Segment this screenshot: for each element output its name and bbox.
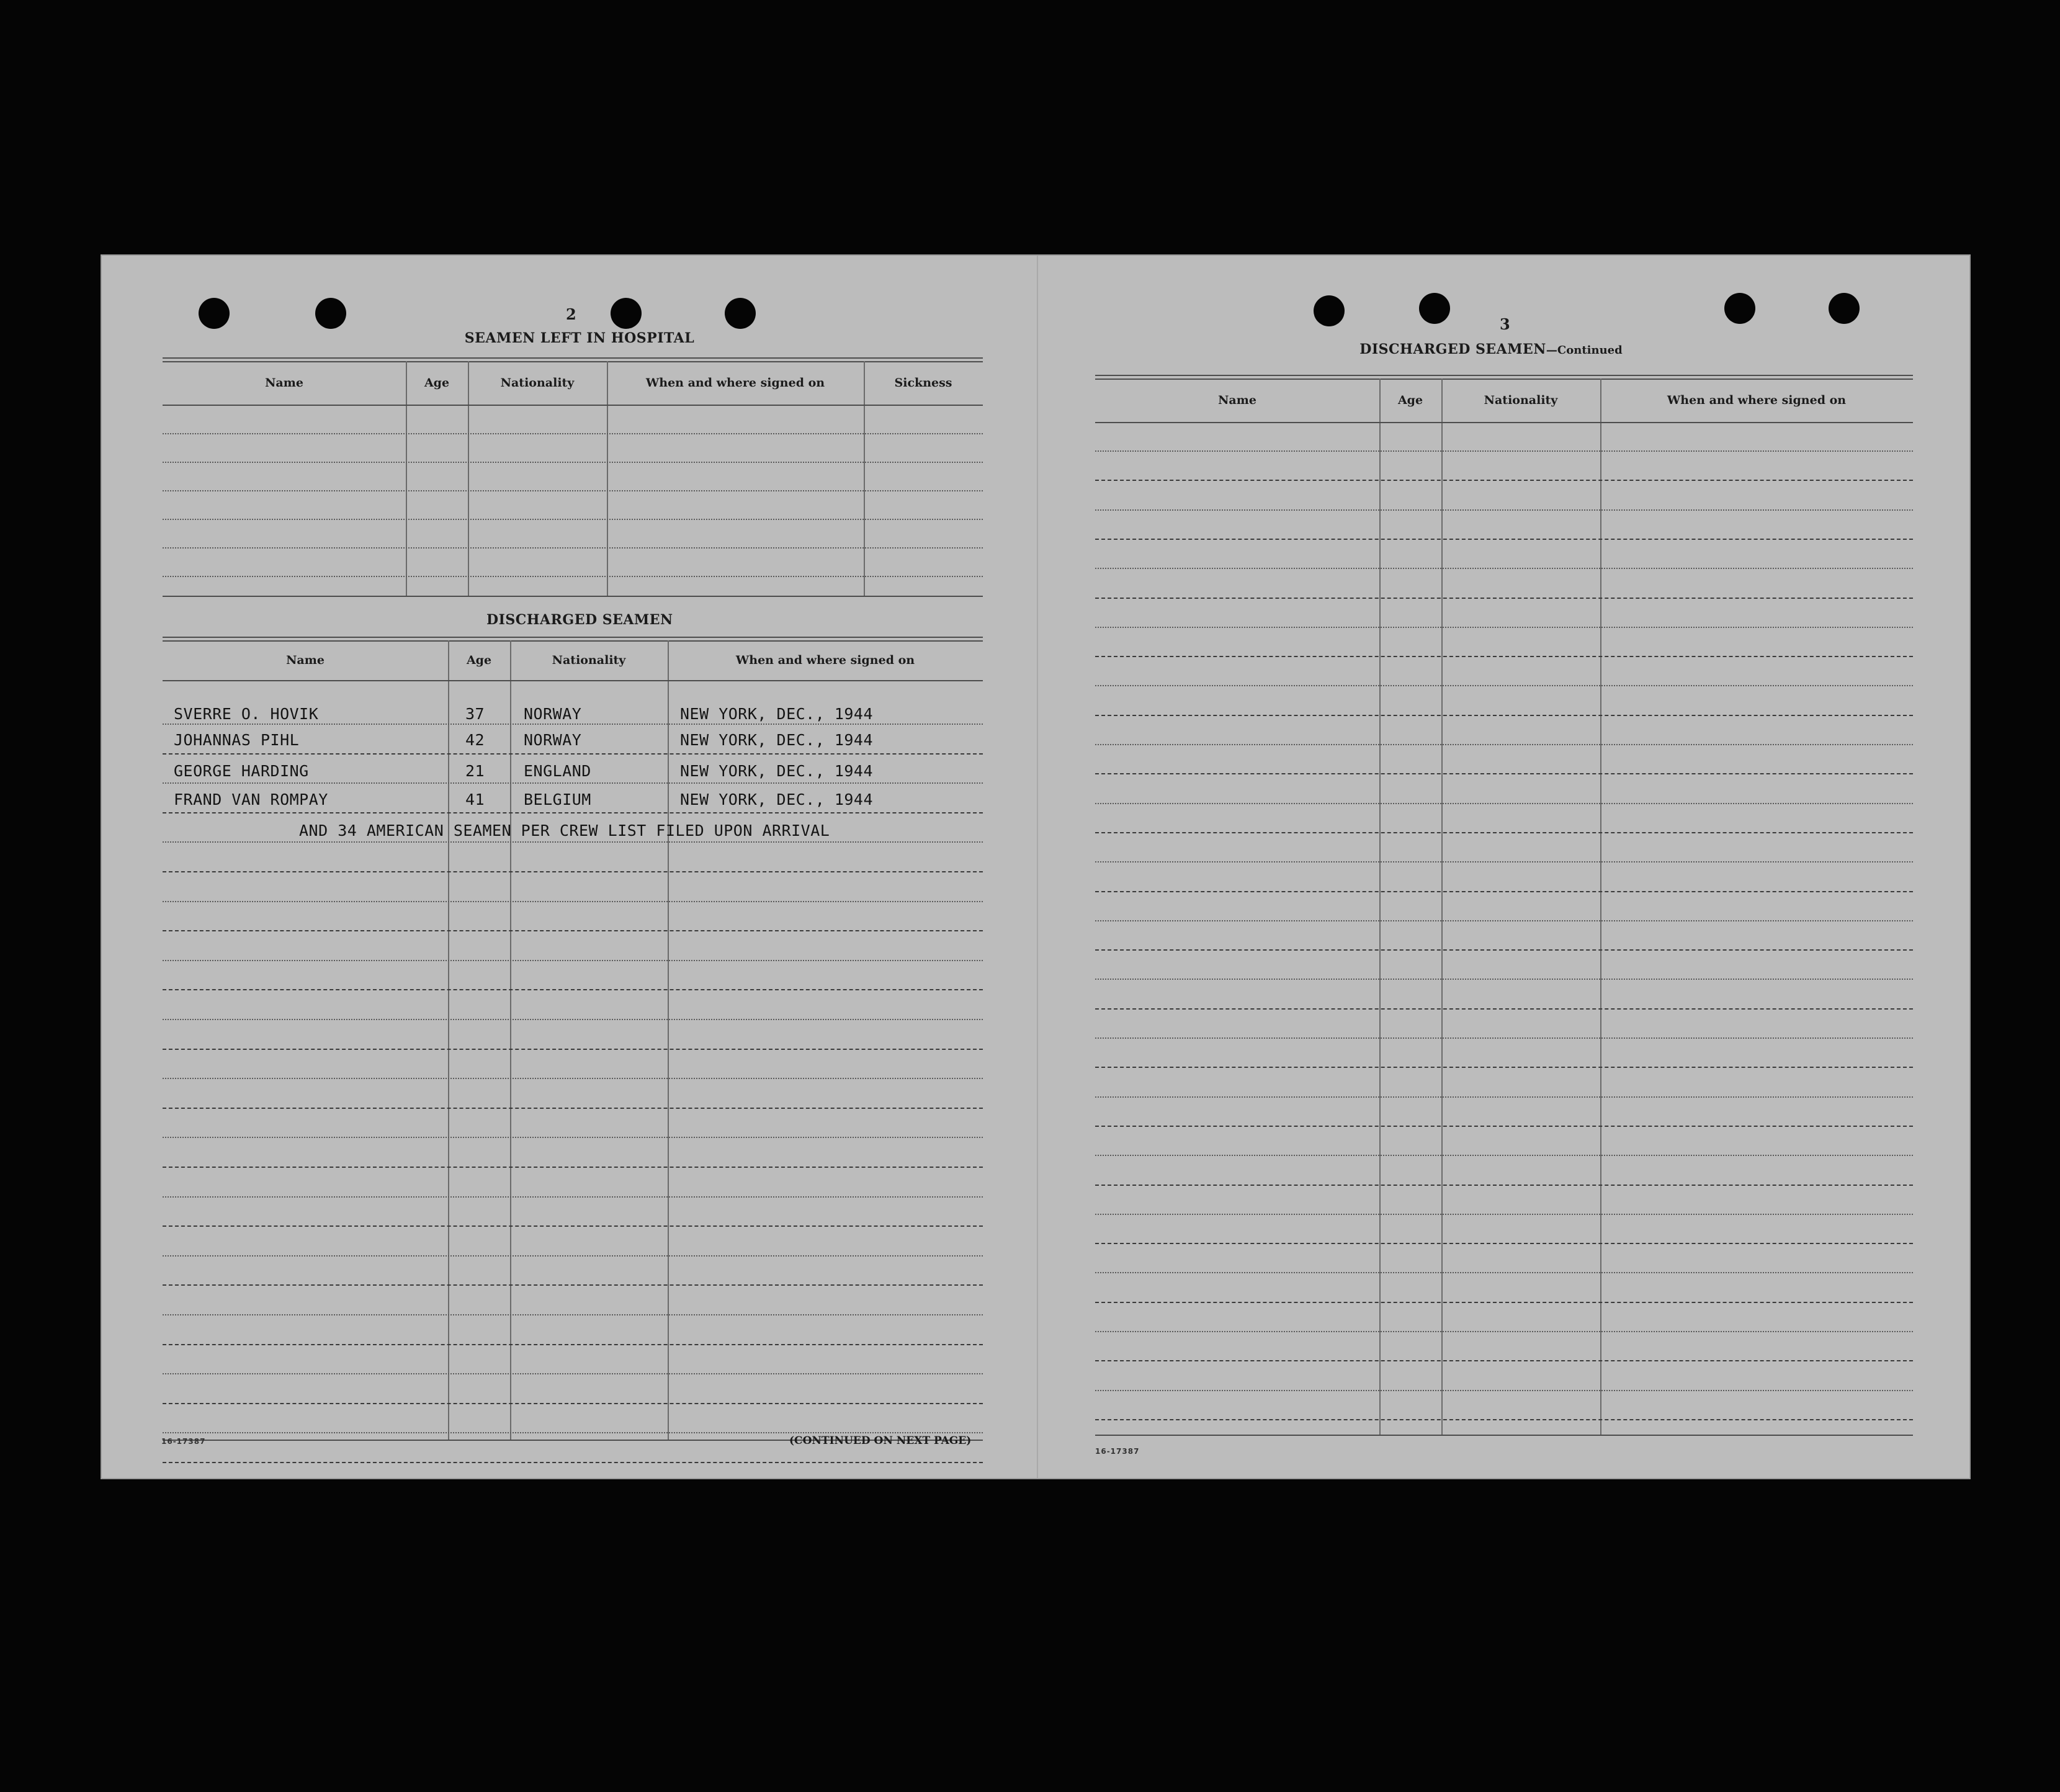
right-page (1038, 256, 1972, 1478)
header-rule (1095, 422, 1913, 423)
table-row (1095, 1272, 1913, 1273)
seaman-age: 21 (465, 762, 485, 780)
table-row (1095, 685, 1913, 686)
header-rule (163, 405, 983, 406)
table-row (1095, 1155, 1913, 1156)
table-row (163, 576, 983, 577)
column-header-nationality: Nationality (552, 653, 626, 667)
table-bottom-rule (1095, 1435, 1913, 1436)
punch-hole (315, 298, 346, 329)
table-row (163, 1225, 983, 1227)
punch-hole (1829, 293, 1860, 324)
punch-hole (611, 298, 642, 329)
table-row (1095, 949, 1913, 951)
table-row (1095, 1419, 1913, 1420)
table-row (163, 490, 983, 491)
column-header-signed-on: When and where signed on (645, 376, 825, 390)
table-row (1095, 539, 1913, 540)
table-row (163, 1019, 983, 1020)
hospital-section-title: SEAMEN LEFT IN HOSPITAL (464, 330, 695, 346)
table-row (163, 1314, 983, 1315)
seaman-signed-on: NEW YORK, DEC., 1944 (680, 791, 874, 809)
table-row (1095, 598, 1913, 599)
column-divider (448, 640, 449, 1440)
table-row (163, 519, 983, 520)
seaman-nationality: BELGIUM (524, 791, 591, 809)
title-suffix: —Continued (1546, 344, 1623, 357)
table-row (1095, 1185, 1913, 1186)
discharged-section-title: DISCHARGED SEAMEN (486, 612, 673, 628)
form-sheet (101, 254, 1971, 1479)
table-row (1095, 509, 1913, 511)
column-header-age: Age (466, 653, 492, 667)
table-row (1095, 773, 1913, 774)
table-row (163, 1137, 983, 1138)
column-divider (468, 361, 469, 596)
column-divider (406, 361, 407, 596)
page-number: 2 (566, 305, 576, 323)
table-row (1095, 1214, 1913, 1215)
continued-note: (CONTINUED ON NEXT PAGE) (789, 1435, 972, 1447)
column-divider (864, 361, 865, 596)
table-row (1095, 656, 1913, 657)
table-row (163, 1432, 983, 1433)
table-row (163, 901, 983, 902)
column-header-nationality: Nationality (1484, 393, 1558, 407)
table-row (1095, 979, 1913, 980)
form-number: 16-17387 (1095, 1447, 1140, 1456)
table-row (163, 841, 983, 843)
table-row (1095, 1302, 1913, 1303)
column-header-nationality: Nationality (500, 376, 575, 390)
table-row (163, 812, 983, 813)
table-row (163, 930, 983, 931)
punch-hole (1724, 293, 1755, 324)
column-header-name: Name (1218, 393, 1256, 407)
column-divider (1441, 379, 1443, 1435)
table-row (163, 433, 983, 434)
discharged-continued-title (1323, 341, 1659, 357)
table-row (1095, 450, 1913, 452)
seaman-signed-on: NEW YORK, DEC., 1944 (680, 762, 874, 780)
column-header-age: Age (424, 376, 450, 390)
table-row (1095, 1067, 1913, 1068)
table-row (163, 782, 983, 784)
table-row (163, 547, 983, 549)
column-divider (668, 640, 669, 1440)
column-divider (607, 361, 608, 596)
table-row (163, 1108, 983, 1109)
column-divider (1379, 379, 1381, 1435)
punch-hole (199, 298, 230, 329)
table-row (1095, 1360, 1913, 1361)
form-number: 16-17387 (161, 1437, 206, 1446)
table-row (1095, 744, 1913, 745)
table-row (1095, 920, 1913, 921)
table-row (1095, 1390, 1913, 1391)
seaman-age: 41 (465, 791, 485, 809)
table-row (163, 871, 983, 872)
table-row (1095, 861, 1913, 862)
table-row (1095, 832, 1913, 833)
seaman-name: FRAND VAN ROMPAY (174, 791, 328, 809)
header-rule (163, 680, 983, 681)
discharged-table (163, 637, 983, 1449)
table-row (1095, 1126, 1913, 1127)
table-row (1095, 480, 1913, 481)
column-header-sickness: Sickness (894, 376, 952, 390)
table-row (163, 1403, 983, 1404)
left-page (102, 256, 1037, 1478)
seaman-nationality: NORWAY (524, 705, 582, 723)
column-divider (510, 640, 511, 1440)
table-row (1095, 1243, 1913, 1244)
table-row (163, 724, 983, 725)
table-row (1095, 1096, 1913, 1098)
table-row (1095, 715, 1913, 716)
seaman-name: GEORGE HARDING (174, 762, 309, 780)
table-row (163, 1373, 983, 1374)
table-row (1095, 568, 1913, 569)
table-row (163, 462, 983, 463)
punch-hole (1314, 295, 1345, 326)
page-number: 3 (1500, 315, 1510, 333)
column-header-signed-on: When and where signed on (1667, 393, 1847, 407)
table-row (1095, 891, 1913, 892)
seaman-name: JOHANNAS PIHL (174, 731, 300, 749)
column-header-signed-on: When and where signed on (735, 653, 915, 667)
hospital-table (163, 357, 983, 599)
seaman-name: SVERRE O. HOVIK (174, 705, 319, 723)
punch-hole (1419, 293, 1450, 324)
crew-list-note: AND 34 AMERICAN SEAMEN PER CREW LIST FILED UPON ARRIVAL (299, 822, 830, 840)
seaman-age: 42 (465, 731, 485, 749)
table-row (163, 1167, 983, 1168)
table-row (1095, 627, 1913, 628)
discharged-continued-table (1095, 375, 1913, 1454)
punch-hole (725, 298, 756, 329)
column-divider (1600, 379, 1601, 1435)
table-row (163, 1196, 983, 1198)
table-bottom-rule (163, 596, 983, 597)
table-row (1095, 1008, 1913, 1010)
seaman-nationality: NORWAY (524, 731, 582, 749)
table-row (163, 753, 983, 755)
column-header-age: Age (1397, 393, 1423, 407)
column-header-name: Name (286, 653, 325, 667)
table-row (163, 1344, 983, 1345)
table-row (1095, 803, 1913, 804)
seaman-nationality: ENGLAND (524, 762, 591, 780)
table-row (163, 1078, 983, 1079)
seaman-age: 37 (465, 705, 485, 723)
table-row (163, 989, 983, 990)
seaman-signed-on: NEW YORK, DEC., 1944 (680, 705, 874, 723)
table-row (163, 1049, 983, 1050)
title-text: DISCHARGED SEAMEN (1359, 341, 1546, 357)
table-row (1095, 1037, 1913, 1039)
table-row (1095, 1331, 1913, 1332)
column-header-name: Name (265, 376, 303, 390)
table-row (163, 1284, 983, 1286)
table-row (163, 960, 983, 961)
table-row (163, 1462, 983, 1463)
seaman-signed-on: NEW YORK, DEC., 1944 (680, 731, 874, 749)
table-row (163, 1255, 983, 1257)
